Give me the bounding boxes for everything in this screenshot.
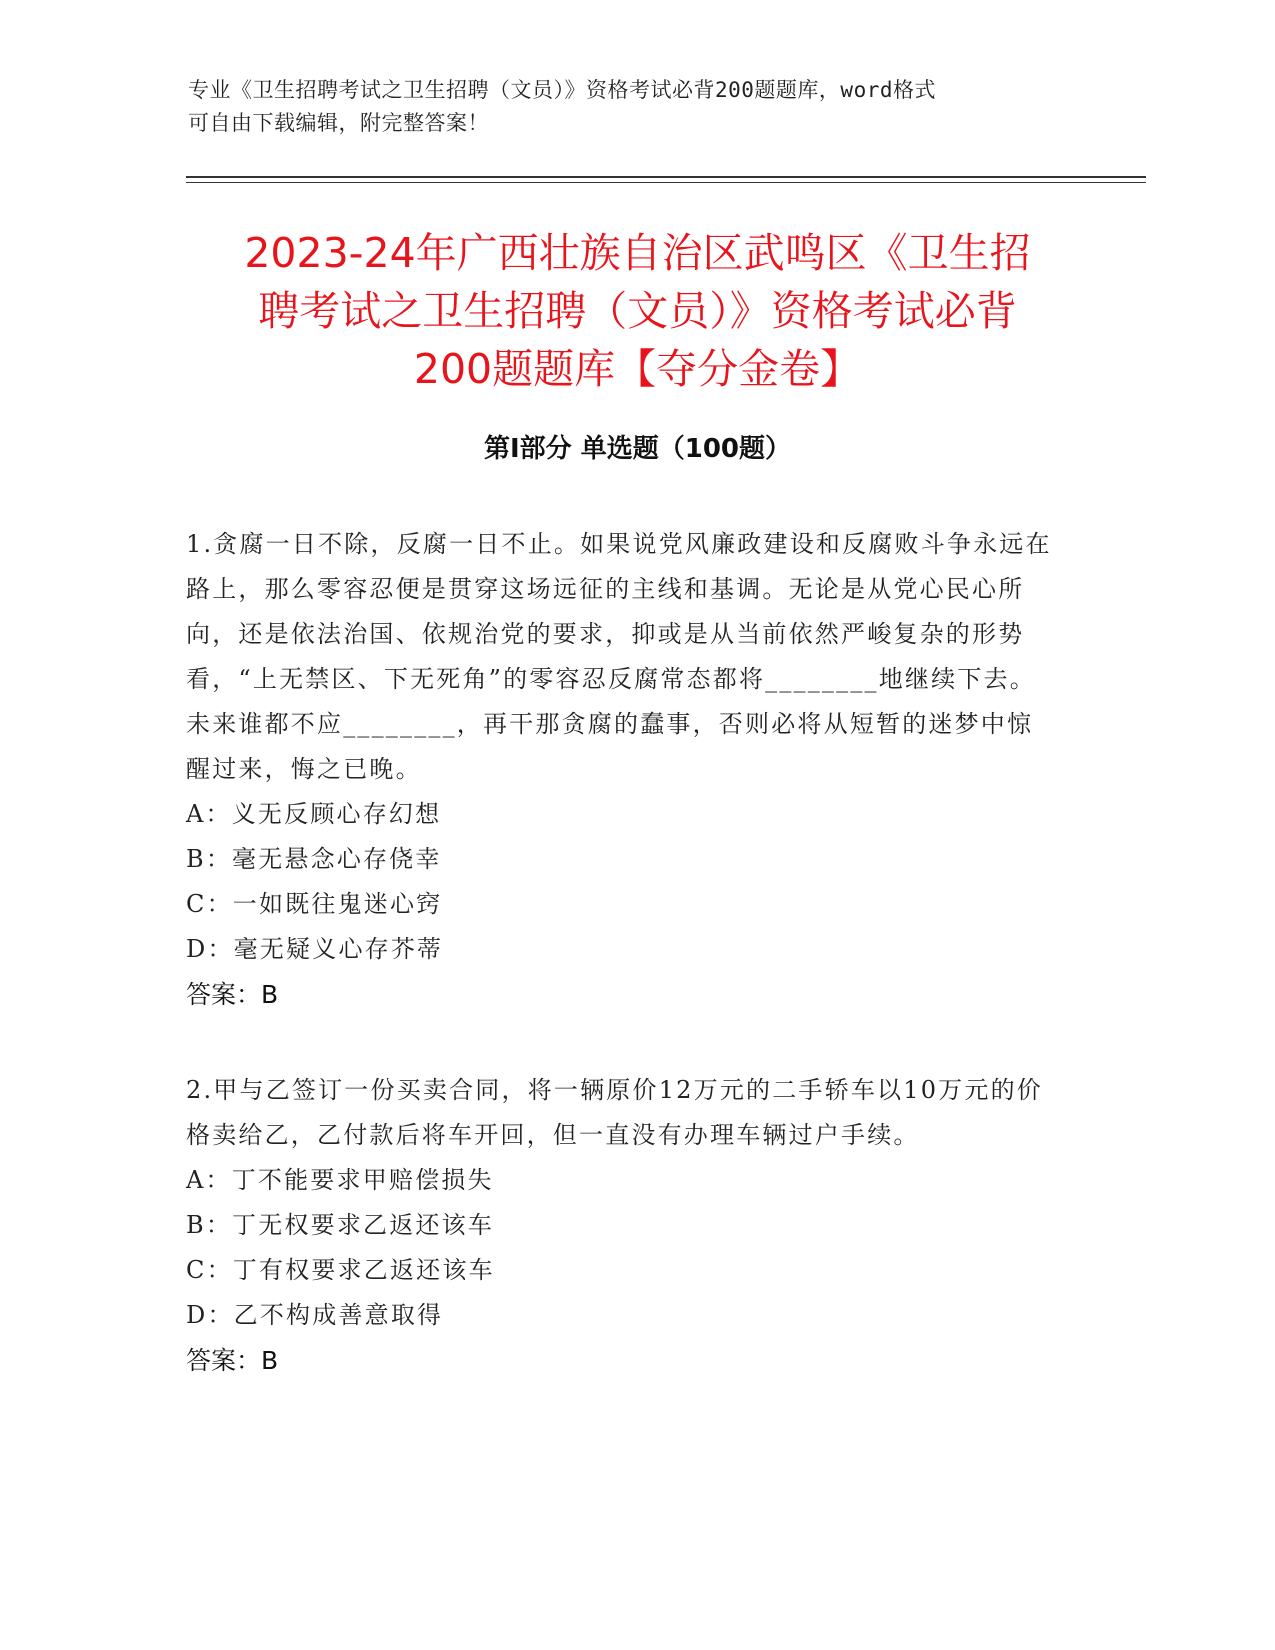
header-note bbox=[188, 74, 1068, 140]
header-divider-thick bbox=[186, 176, 1146, 178]
document-title-line-1: 2023-24年广西壮族自治区武鸣区《卫生招 bbox=[244, 229, 1031, 277]
question-option-b: B：毫无悬念心存侥幸 bbox=[186, 845, 442, 873]
question-option-b: B：丁无权要求乙返还该车 bbox=[186, 1211, 495, 1239]
question-option-c: C：一如既往鬼迷心窍 bbox=[186, 890, 443, 918]
document-title-line-2: 聘考试之卫生招聘（文员）》资格考试必背 bbox=[258, 287, 1017, 335]
question-option-d: D：毫无疑义心存芥蒂 bbox=[186, 935, 444, 963]
header-note-line-1: 专业《卫生招聘考试之卫生招聘（文员）》资格考试必背200题题库，word格式 bbox=[188, 78, 936, 102]
question-item bbox=[186, 1068, 1056, 1383]
question-stem: 1.贪腐一日不除，反腐一日不止。如果说党风廉政建设和反腐败斗争永远在路上，那么零容忍便是贯穿这场远征的主线和基调。无论是从党心民心所向，还是依法治国、依规治党的要求，抑或是从当前依然严峻复杂的形势看，“上无禁区、下无死角”的零容忍反腐常态都将________地继续下去。未来谁都不应________，再干那贪腐的蠢事，否则必将从短暂的迷梦中惊醒过来，悔之已晚。 bbox=[186, 530, 1052, 783]
question-answer: 答案：B bbox=[186, 1346, 279, 1375]
question-stem: 2.甲与乙签订一份买卖合同，将一辆原价12万元的二手轿车以10万元的价格卖给乙，乙付款后将车开回，但一直没有办理车辆过户手续。 bbox=[186, 1076, 1043, 1149]
question-answer: 答案：B bbox=[186, 980, 279, 1009]
document-title-line-3: 200题题库【夺分金卷】 bbox=[413, 345, 862, 393]
question-option-d: D：乙不构成善意取得 bbox=[186, 1301, 444, 1329]
question-item bbox=[186, 522, 1056, 1017]
header-note-line-2: 可自由下载编辑，附完整答案！ bbox=[188, 111, 489, 135]
question-option-a: A：义无反顾心存幻想 bbox=[186, 800, 442, 828]
section-heading: 第I部分 单选题（100题） bbox=[484, 434, 791, 464]
document-title bbox=[150, 224, 1125, 398]
question-option-c: C：丁有权要求乙返还该车 bbox=[186, 1256, 495, 1284]
header-divider-thin bbox=[186, 182, 1146, 183]
question-option-a: A：丁不能要求甲赔偿损失 bbox=[186, 1166, 494, 1194]
